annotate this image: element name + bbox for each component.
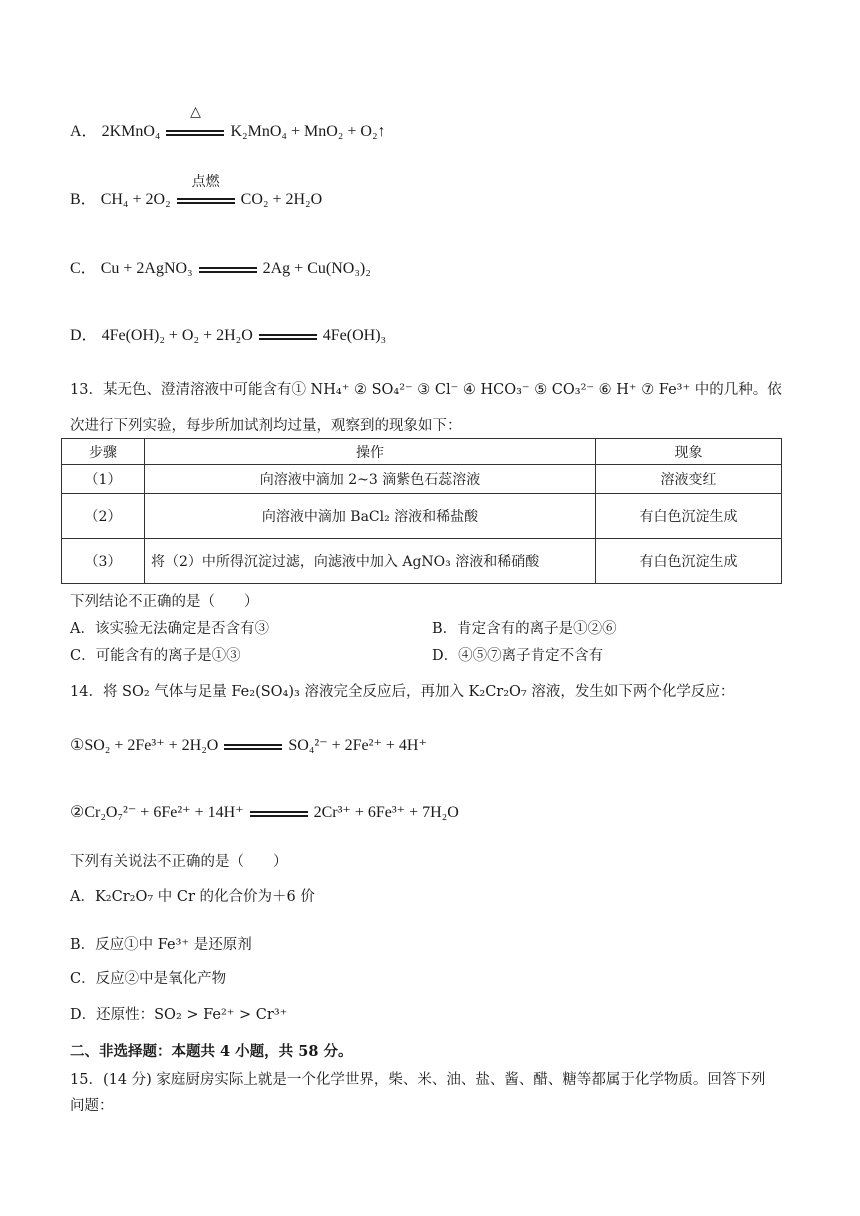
q14-stem: 14．将 SO₂ 气体与足量 Fe₂(SO₄)₃ 溶液完全反应后，再加入 K₂Cr₂O₇ 溶液，发生如下两个化学反应： (70, 684, 735, 700)
formula-right: 2Ag + Cu(NO₃)₂ (262, 260, 371, 277)
q12-option-c (70, 255, 371, 278)
table-cell: 有白色沉淀生成 (596, 539, 782, 584)
table-row (62, 465, 782, 494)
formula-right: CO₂ + 2H₂O (240, 191, 323, 208)
q14-question: 下列有关说法不正确的是（ ） (70, 854, 288, 870)
reaction-condition: 点燃 (191, 175, 220, 191)
equals-sign (250, 805, 308, 821)
option-label: A． (70, 123, 98, 140)
option-label: B． (70, 191, 97, 208)
q15-line1: 15．(14 分) 家庭厨房实际上就是一个化学世界，柴、米、油、盐、酱、醋、糖等都属于化学物质。回答下列 (70, 1072, 766, 1088)
q12-option-d (70, 322, 386, 345)
q14-reaction-2 (70, 802, 459, 822)
table-cell: 溶液变红 (596, 465, 782, 494)
q13-option-a: A．该实验无法确定是否含有③ (70, 621, 269, 637)
q14-reaction-1 (70, 735, 427, 755)
q13-stem-line2: 次进行下列实验，每步所加试剂均过量，观察到的现象如下： (70, 418, 462, 434)
header-phenomenon: 现象 (596, 439, 782, 465)
table-row (62, 494, 782, 539)
equals-sign-with-heat (166, 105, 224, 140)
table-cell: 有白色沉淀生成 (596, 494, 782, 539)
table-cell: （1） (62, 465, 145, 494)
table-cell: （2） (62, 494, 145, 539)
experiment-table (61, 438, 782, 584)
formula-right: 4Fe(OH)₃ (322, 327, 387, 344)
table-cell: 向溶液中滴加 BaCl₂ 溶液和稀盐酸 (145, 494, 596, 539)
formula-left: ②Cr₂O₇²⁻ + 6Fe²⁺ + 14H⁺ (70, 804, 244, 821)
formula-left: Cu + 2AgNO₃ (100, 260, 193, 277)
option-label: C． (70, 260, 97, 277)
q13-option-d: D．④⑤⑦离子肯定不含有 (432, 648, 604, 664)
q13-option-c: C．可能含有的离子是①③ (70, 648, 241, 664)
q14-option-b: B．反应①中 Fe³⁺ 是还原剂 (70, 937, 252, 953)
table-row (62, 539, 782, 584)
q15-line2: 问题： (70, 1098, 114, 1114)
table-header-row (62, 439, 782, 465)
formula-left: ①SO₂ + 2Fe³⁺ + 2H₂O (70, 737, 219, 754)
q12-option-a (70, 105, 386, 141)
equals-sign (224, 738, 282, 754)
reaction-condition: △ (190, 105, 201, 121)
formula-right: K₂MnO₄ + MnO₂ + O₂↑ (230, 123, 386, 140)
option-label: D． (70, 327, 98, 344)
q14-option-a: A．K₂Cr₂O₇ 中 Cr 的化合价为＋6 价 (70, 889, 315, 905)
q13-stem-line1: 13．某无色、澄清溶液中可能含有① NH₄⁺ ② SO₄²⁻ ③ Cl⁻ ④ HCO₃⁻ ⑤ CO₃²⁻ ⑥ H⁺ ⑦ Fe³⁺ 中的几种。依 (70, 382, 782, 398)
table-cell: 向溶液中滴加 2~3 滴紫色石蕊溶液 (145, 465, 596, 494)
q12-option-b (70, 175, 323, 209)
q13-question: 下列结论不正确的是（ ） (70, 594, 259, 610)
formula-right: 2Cr³⁺ + 6Fe³⁺ + 7H₂O (313, 804, 459, 821)
equals-sign (259, 328, 317, 344)
table-cell: （3） (62, 539, 145, 584)
section-heading: 二、非选择题：本题共 4 小题，共 58 分。 (70, 1043, 353, 1060)
formula-left: 2KMnO₄ (101, 123, 161, 140)
equals-sign-with-ignite (177, 175, 235, 208)
equals-sign (199, 261, 257, 277)
header-step: 步骤 (62, 439, 145, 465)
header-operation: 操作 (145, 439, 596, 465)
formula-left: CH₄ + 2O₂ (100, 191, 171, 208)
formula-right: SO₄²⁻ + 2Fe²⁺ + 4H⁺ (288, 737, 427, 754)
formula-left: 4Fe(OH)₂ + O₂ + 2H₂O (101, 327, 253, 344)
q13-option-b: B．肯定含有的离子是①②⑥ (432, 621, 617, 637)
q14-option-d: D．还原性：SO₂ > Fe²⁺ > Cr³⁺ (70, 1007, 288, 1023)
q14-option-c: C．反应②中是氧化产物 (70, 971, 227, 987)
table-cell: 将（2）中所得沉淀过滤，向滤液中加入 AgNO₃ 溶液和稀硝酸 (145, 539, 596, 584)
